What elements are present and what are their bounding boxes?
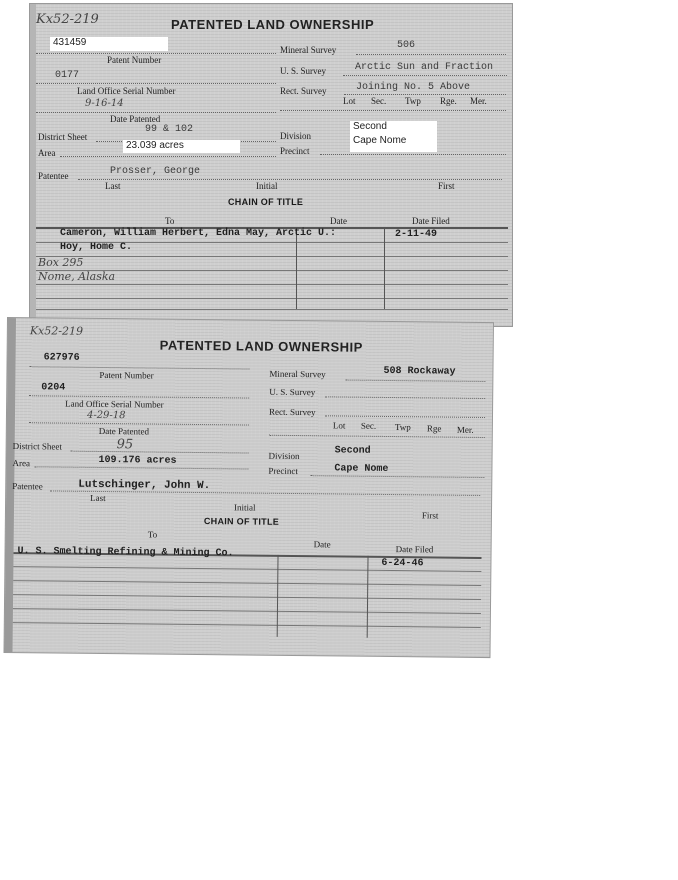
rule [36, 83, 276, 84]
rule [36, 112, 276, 113]
first-label: First [421, 510, 439, 521]
twp-label: Twp [405, 96, 421, 106]
chain-entry-date-filed: 2-11-49 [395, 229, 438, 240]
patentee-label: Patentee [38, 171, 69, 181]
rule [29, 366, 249, 369]
rule [269, 435, 485, 438]
chain-entry-grantee: Cameron, William Herbert, Edna May, Arctic U.: [60, 228, 337, 239]
date-patented-value: 9-16-14 [85, 98, 124, 109]
us-survey-value: Arctic Sun and Fraction [355, 62, 494, 73]
chain-entry-address: Box 295 [38, 256, 84, 269]
patentee-label: Patentee [12, 481, 43, 492]
date-patented-value: 4-29-18 [86, 409, 126, 422]
mineral-survey-value: 506 [397, 40, 416, 51]
ownership-card-2 [5, 318, 493, 657]
division-label: Division [268, 450, 300, 462]
chain-of-title-heading: CHAIN OF TITLE [203, 516, 280, 527]
rule [29, 422, 249, 425]
sec-label: Sec. [360, 420, 377, 431]
us-survey-label: U. S. Survey [269, 386, 316, 398]
rect-survey-value: Joining No. 5 Above [356, 82, 471, 93]
rge-label: Rge. [440, 96, 457, 106]
table-col-divider [296, 227, 297, 309]
table-rule [13, 622, 481, 628]
col-to-label: To [147, 529, 158, 540]
chain-entry-date-filed: 6-24-46 [381, 557, 424, 570]
file-stamp: Kx52-219 [36, 12, 99, 27]
patentee-value: Prosser, George [110, 166, 201, 177]
sec-label: Sec. [371, 96, 387, 106]
twp-label: Twp [394, 422, 411, 433]
rule [320, 154, 506, 155]
col-date-label: Date [313, 539, 331, 550]
patent-number-box: 431459 [50, 37, 168, 51]
mineral-survey-label: Mineral Survey [280, 45, 337, 55]
patent-number-value: 627976 [43, 352, 80, 364]
last-label: Last [105, 181, 121, 191]
table-col-divider [384, 227, 385, 309]
file-stamp: Kx52-219 [29, 324, 84, 338]
first-label: First [438, 181, 455, 191]
rule [60, 156, 276, 157]
district-sheet-value: 99 & 102 [145, 124, 194, 135]
card-title: PATENTED LAND OWNERSHIP [171, 17, 375, 32]
rule [345, 380, 485, 382]
initial-label: Initial [256, 181, 278, 191]
rule [310, 475, 484, 478]
precinct-label: Precinct [268, 465, 298, 477]
area-label: Area [38, 148, 56, 158]
date-patented-label: Date Patented [110, 114, 161, 124]
rule [71, 451, 249, 454]
lot-label: Lot [343, 96, 356, 106]
chain-entry-grantee: U. S. Smelting Refining & Mining Co. [17, 546, 234, 560]
last-label: Last [90, 492, 106, 504]
district-sheet-label: District Sheet [38, 132, 88, 142]
date-patented-label: Date Patented [98, 425, 150, 437]
serial-number-value: 0204 [41, 382, 66, 394]
table-rule [13, 594, 481, 600]
serial-number-value: 0177 [55, 70, 80, 81]
mineral-survey-label: Mineral Survey [269, 368, 326, 380]
area-label: Area [12, 458, 31, 469]
rule [356, 54, 506, 55]
area-box: 23.039 acres [123, 140, 240, 153]
rule [36, 53, 276, 54]
rule [325, 396, 485, 399]
serial-number-label: Land Office Serial Number [65, 398, 164, 410]
table-rule [36, 284, 508, 285]
col-date-label: Date [330, 216, 347, 226]
rule [280, 110, 506, 111]
patent-number-label: Patent Number [107, 55, 162, 65]
rge-label: Rge [426, 423, 442, 434]
serial-number-label: Land Office Serial Number [77, 86, 176, 96]
card-title: PATENTED LAND OWNERSHIP [159, 337, 363, 355]
table-rule [36, 309, 508, 310]
table-rule [36, 256, 508, 257]
rule [344, 94, 506, 95]
area-value: 109.176 acres [98, 454, 177, 467]
mineral-survey-value: 508 Rockaway [383, 365, 456, 378]
rule [34, 466, 248, 469]
mer-label: Mer. [456, 424, 474, 435]
rect-survey-label: Rect. Survey [268, 406, 316, 418]
rule [325, 415, 485, 418]
rule [50, 490, 480, 496]
district-sheet-label: District Sheet [12, 441, 62, 452]
precinct-box: Cape Nome [350, 135, 437, 152]
ownership-card-1 [30, 4, 512, 326]
mer-label: Mer. [470, 96, 487, 106]
division-box: Second [350, 121, 437, 135]
patent-number-label: Patent Number [99, 369, 154, 381]
precinct-label: Precinct [280, 146, 310, 156]
lot-label: Lot [332, 420, 346, 431]
division-label: Division [280, 131, 312, 141]
rule [78, 179, 502, 180]
us-survey-label: U. S. Survey [280, 66, 327, 76]
patentee-value: Lutschinger, John W. [78, 478, 211, 493]
table-rule [13, 608, 481, 614]
rect-survey-label: Rect. Survey [280, 86, 327, 96]
rule [343, 75, 507, 76]
chain-entry-city: Nome, Alaska [38, 270, 116, 283]
chain-of-title-heading: CHAIN OF TITLE [228, 197, 304, 207]
col-to-label: To [165, 216, 175, 226]
district-sheet-value: 95 [116, 437, 134, 453]
chain-entry-grantee-line2: Hoy, Home C. [60, 242, 133, 253]
col-date-filed-label: Date Filed [412, 216, 450, 226]
rule [29, 395, 249, 398]
precinct-value: Cape Nome [334, 463, 389, 475]
division-value: Second [334, 445, 371, 457]
table-rule [36, 298, 508, 299]
col-date-filed-label: Date Filed [395, 544, 434, 555]
initial-label: Initial [233, 502, 256, 513]
table-rule [13, 580, 481, 586]
